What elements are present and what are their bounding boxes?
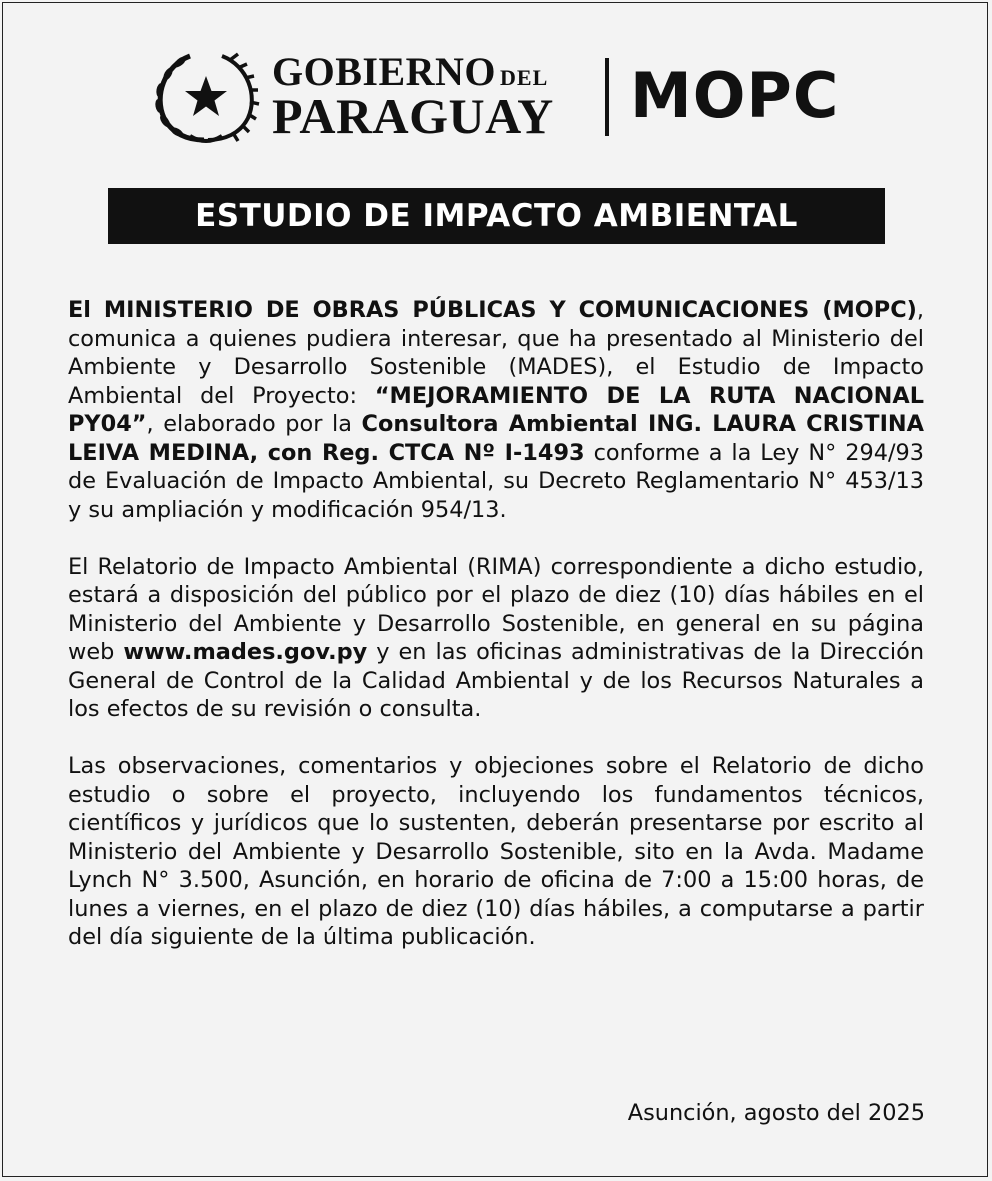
star-laurel-seal-icon bbox=[150, 48, 262, 148]
p2-text-1: El Relatorio de Impacto Ambiental (RIMA) correspondiente a dicho estudio, estará a disposición del público por el plazo de diez (10) días hábiles en el Ministerio del Ambiente y Desarrollo Sostenible, en general en su página web bbox=[68, 553, 924, 665]
p1-text-1: , comunica a quienes pudiera interesar, que ha presentado al Ministerio del Ambiente y Desarrollo Sostenible (MADES), el Estudio de Impacto Ambiental del Proyecto: bbox=[68, 297, 924, 409]
paragraph-2 bbox=[68, 553, 924, 724]
header-divider bbox=[605, 58, 609, 136]
paragraph-3: Las observaciones, comentarios y objeciones sobre el Relatorio de dicho estudio o sobre el proyecto, incluyendo los fundamentos técnicos, científicos y jurídicos que lo sustenten, deberán presentarse por escrito al Ministerio del Ambiente y Desarrollo Sostenible, sito en la Avda. Madame Lynch N° 3.500, Asunción, en horario de oficina de 7:00 a 15:00 horas, de lunes a viernes, en el plazo de diez (10) días hábiles, a computarse a partir del día siguiente de la última publicación. bbox=[68, 753, 924, 950]
p1-text-2: , elaborado por la bbox=[146, 411, 362, 437]
date-line: Asunción, agosto del 2025 bbox=[627, 1100, 925, 1126]
p2-text-2: y en las oficinas administrativas de la Dirección General de Control de la Calidad Ambiental y de los Recursos Naturales a los efectos de su revisión o consulta. bbox=[68, 639, 925, 722]
banner-title: ESTUDIO DE IMPACTO AMBIENTAL bbox=[108, 188, 885, 244]
header-logo bbox=[150, 48, 850, 148]
agency-acronym: MOPC bbox=[630, 59, 840, 132]
p1-bold-2: “MEJORAMIENTO DE LA RUTA NACIONAL PY04” bbox=[68, 382, 924, 437]
paragraph-1 bbox=[68, 296, 924, 524]
p1-bold-1: El MINISTERIO DE OBRAS PÚBLICAS Y COMUNICACIONES (MOPC) bbox=[68, 297, 917, 323]
gov-line2: PARAGUAY bbox=[272, 88, 554, 144]
p1-text-3: conforme a la Ley N° 294/93 de Evaluación de Impacto Ambiental, su Decreto Reglamentario N° 453/13 y su ampliación y modificación 954/13. bbox=[68, 439, 924, 523]
notice-body bbox=[68, 296, 924, 980]
p1-bold-3: Consultora Ambiental ING. LAURA CRISTINA LEIVA MEDINA, con Reg. CTCA Nº I-1493 bbox=[68, 411, 924, 466]
website-link[interactable]: www.mades.gov.py bbox=[123, 639, 368, 665]
gov-line1: GOBIERNO DEL bbox=[272, 49, 549, 94]
gov-del: DEL bbox=[500, 65, 549, 90]
